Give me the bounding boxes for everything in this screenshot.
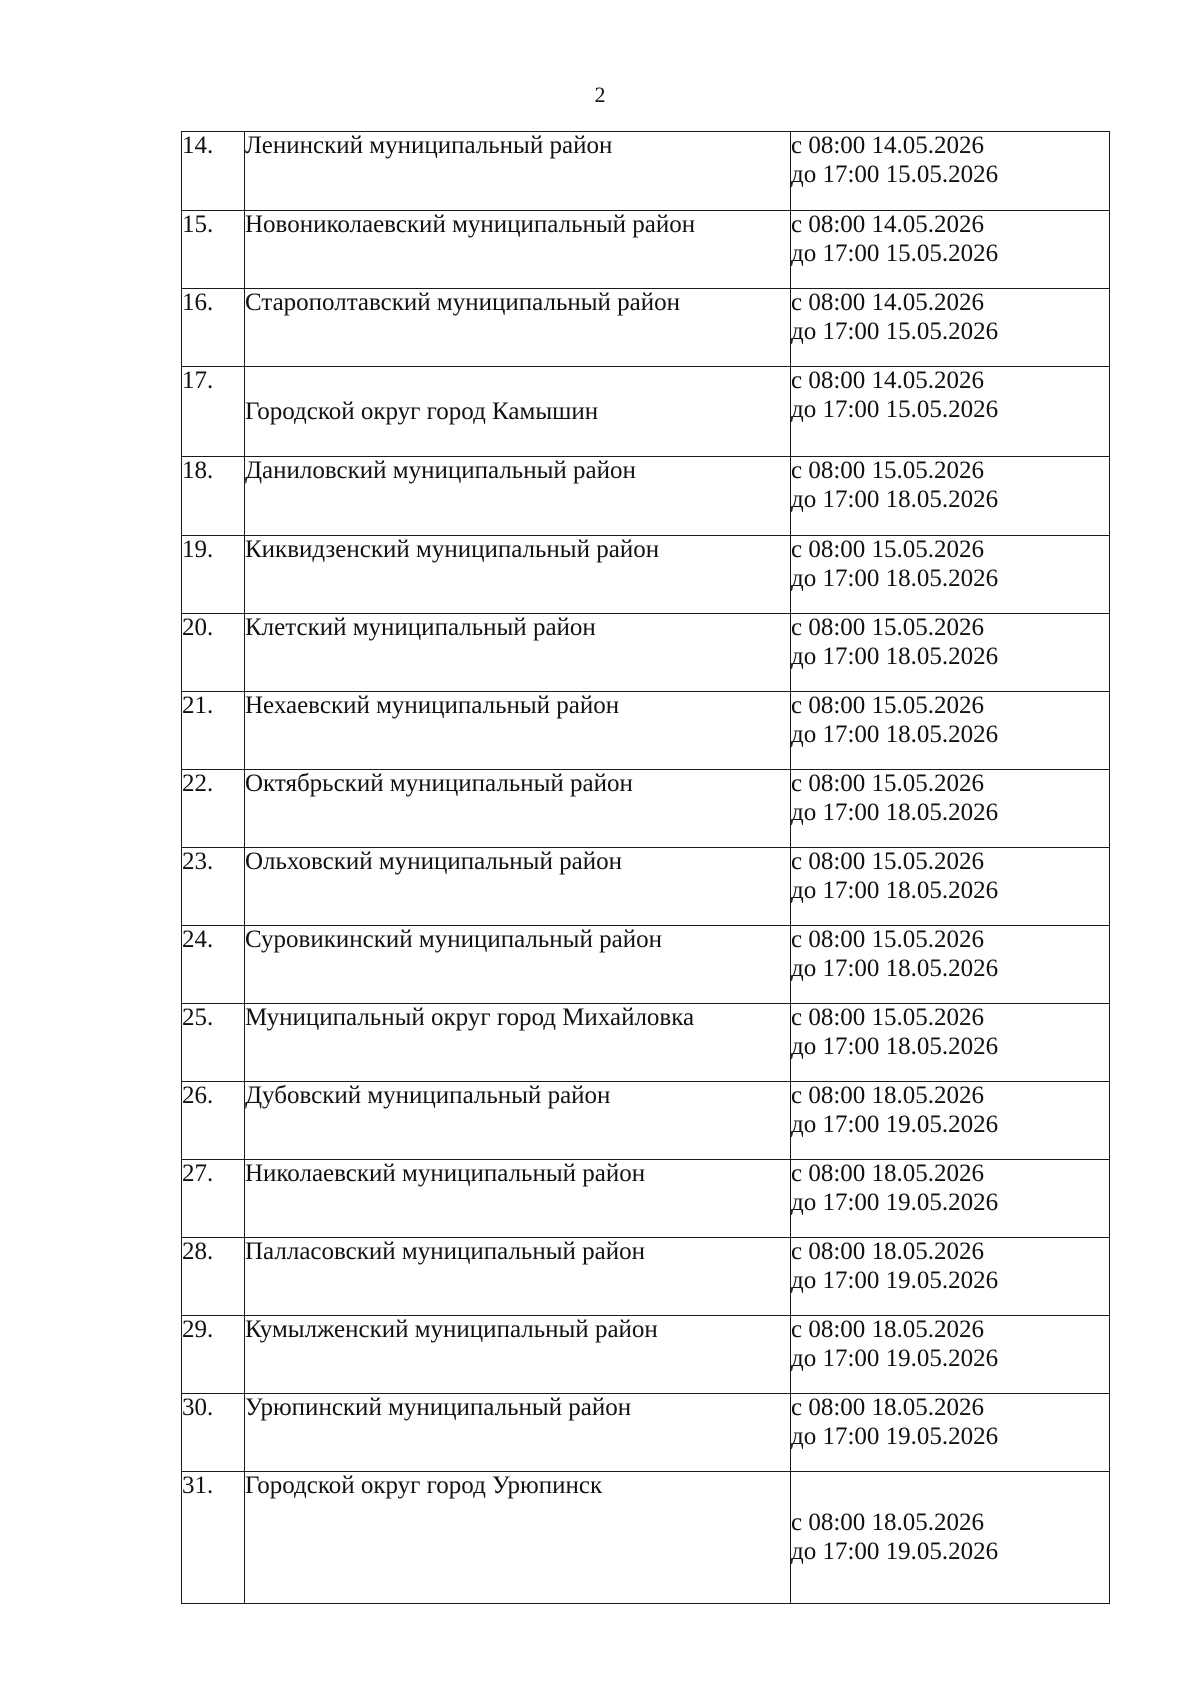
district-name: Старополтавский муниципальный район: [245, 289, 791, 367]
period-end: до 17:00 19.05.2026: [791, 1266, 999, 1294]
period-cell: [791, 536, 1110, 614]
period-end: до 17:00 15.05.2026: [791, 160, 999, 188]
period-end: до 17:00 19.05.2026: [791, 1110, 999, 1138]
period-end: до 17:00 18.05.2026: [791, 876, 999, 904]
district-name: Муниципальный округ город Михайловка: [245, 1004, 791, 1082]
period-cell: [791, 457, 1110, 536]
period-start: с 08:00 18.05.2026: [791, 1508, 985, 1536]
schedule-table: [181, 131, 1110, 1604]
row-number: 16.: [182, 289, 245, 367]
table-row: [182, 1316, 1110, 1394]
table-row: [182, 457, 1110, 536]
district-name: Новониколаевский муниципальный район: [245, 211, 791, 289]
period-end: до 17:00 18.05.2026: [791, 954, 999, 982]
period-cell: [791, 1394, 1110, 1472]
period-end: до 17:00 19.05.2026: [791, 1344, 999, 1372]
row-number: 19.: [182, 536, 245, 614]
row-number: 21.: [182, 692, 245, 770]
table-row: [182, 536, 1110, 614]
district-name: Клетский муниципальный район: [245, 614, 791, 692]
district-name: Палласовский муниципальный район: [245, 1238, 791, 1316]
period-start: с 08:00 18.05.2026: [791, 1394, 985, 1421]
period-cell: [791, 289, 1110, 367]
period-cell: [791, 1238, 1110, 1316]
page-number: 2: [594, 82, 606, 107]
district-name: Даниловский муниципальный район: [245, 457, 791, 536]
table-row: [182, 770, 1110, 848]
period-cell: [791, 132, 1110, 211]
period-start: с 08:00 15.05.2026: [791, 457, 985, 484]
district-name: Октябрьский муниципальный район: [245, 770, 791, 848]
row-number: 27.: [182, 1160, 245, 1238]
district-name: Городской округ город Урюпинск: [245, 1472, 791, 1604]
table-row: [182, 1472, 1110, 1604]
period-end: до 17:00 15.05.2026: [791, 239, 999, 267]
period-end: до 17:00 18.05.2026: [791, 485, 999, 513]
period-cell: [791, 1472, 1110, 1604]
row-number: 30.: [182, 1394, 245, 1472]
table-row: [182, 848, 1110, 926]
table-row: [182, 132, 1110, 211]
table-row: [182, 926, 1110, 1004]
period-start: с 08:00 15.05.2026: [791, 770, 985, 797]
row-number: 14.: [182, 132, 245, 211]
period-cell: [791, 692, 1110, 770]
district-name: Городской округ город Камышин: [245, 367, 791, 457]
period-end: до 17:00 15.05.2026: [791, 317, 999, 345]
row-number: 26.: [182, 1082, 245, 1160]
table-row: [182, 367, 1110, 457]
period-end: до 17:00 18.05.2026: [791, 642, 999, 670]
district-name: Кумылженский муниципальный район: [245, 1316, 791, 1394]
period-start: с 08:00 15.05.2026: [791, 1004, 985, 1031]
period-end: до 17:00 18.05.2026: [791, 720, 999, 748]
row-number: 17.: [182, 367, 245, 457]
period-cell: [791, 367, 1110, 457]
row-number: 20.: [182, 614, 245, 692]
row-number: 15.: [182, 211, 245, 289]
row-number: 22.: [182, 770, 245, 848]
period-cell: [791, 1082, 1110, 1160]
period-cell: [791, 848, 1110, 926]
period-cell: [791, 211, 1110, 289]
row-number: 25.: [182, 1004, 245, 1082]
period-cell: [791, 1160, 1110, 1238]
district-name: Киквидзенский муниципальный район: [245, 536, 791, 614]
period-start: с 08:00 14.05.2026: [791, 211, 985, 238]
table-row: [182, 289, 1110, 367]
period-start: с 08:00 14.05.2026: [791, 289, 985, 316]
period-start: с 08:00 15.05.2026: [791, 692, 985, 719]
district-name: Ольховский муниципальный район: [245, 848, 791, 926]
period-end: до 17:00 18.05.2026: [791, 798, 999, 826]
period-start: с 08:00 18.05.2026: [791, 1316, 985, 1343]
table-row: [182, 692, 1110, 770]
row-number: 31.: [182, 1472, 245, 1604]
period-cell: [791, 1004, 1110, 1082]
period-start: с 08:00 15.05.2026: [791, 848, 985, 875]
period-start: с 08:00 15.05.2026: [791, 614, 985, 641]
district-name: Суровикинский муниципальный район: [245, 926, 791, 1004]
table-row: [182, 211, 1110, 289]
period-end: до 17:00 19.05.2026: [791, 1537, 999, 1565]
period-cell: [791, 614, 1110, 692]
row-number: 23.: [182, 848, 245, 926]
period-cell: [791, 1316, 1110, 1394]
table-row: [182, 1238, 1110, 1316]
row-number: 28.: [182, 1238, 245, 1316]
district-name: Дубовский муниципальный район: [245, 1082, 791, 1160]
table-row: [182, 614, 1110, 692]
schedule-table-body: [182, 132, 1110, 1604]
period-cell: [791, 770, 1110, 848]
row-number: 18.: [182, 457, 245, 536]
period-start: с 08:00 15.05.2026: [791, 926, 985, 953]
period-end: до 17:00 18.05.2026: [791, 564, 999, 592]
period-cell: [791, 926, 1110, 1004]
district-name: Урюпинский муниципальный район: [245, 1394, 791, 1472]
district-name: Ленинский муниципальный район: [245, 132, 791, 211]
period-start: с 08:00 15.05.2026: [791, 536, 985, 563]
table-row: [182, 1082, 1110, 1160]
period-end: до 17:00 19.05.2026: [791, 1188, 999, 1216]
table-row: [182, 1394, 1110, 1472]
table-row: [182, 1004, 1110, 1082]
period-start: с 08:00 18.05.2026: [791, 1082, 985, 1109]
period-end: до 17:00 15.05.2026: [791, 395, 999, 423]
period-start: с 08:00 14.05.2026: [791, 367, 985, 394]
row-number: 24.: [182, 926, 245, 1004]
period-start: с 08:00 18.05.2026: [791, 1160, 985, 1187]
row-number: 29.: [182, 1316, 245, 1394]
table-row: [182, 1160, 1110, 1238]
district-name: Нехаевский муниципальный район: [245, 692, 791, 770]
period-end: до 17:00 18.05.2026: [791, 1032, 999, 1060]
period-end: до 17:00 19.05.2026: [791, 1422, 999, 1450]
period-start: с 08:00 14.05.2026: [791, 132, 985, 159]
district-name: Николаевский муниципальный район: [245, 1160, 791, 1238]
period-start: с 08:00 18.05.2026: [791, 1238, 985, 1265]
